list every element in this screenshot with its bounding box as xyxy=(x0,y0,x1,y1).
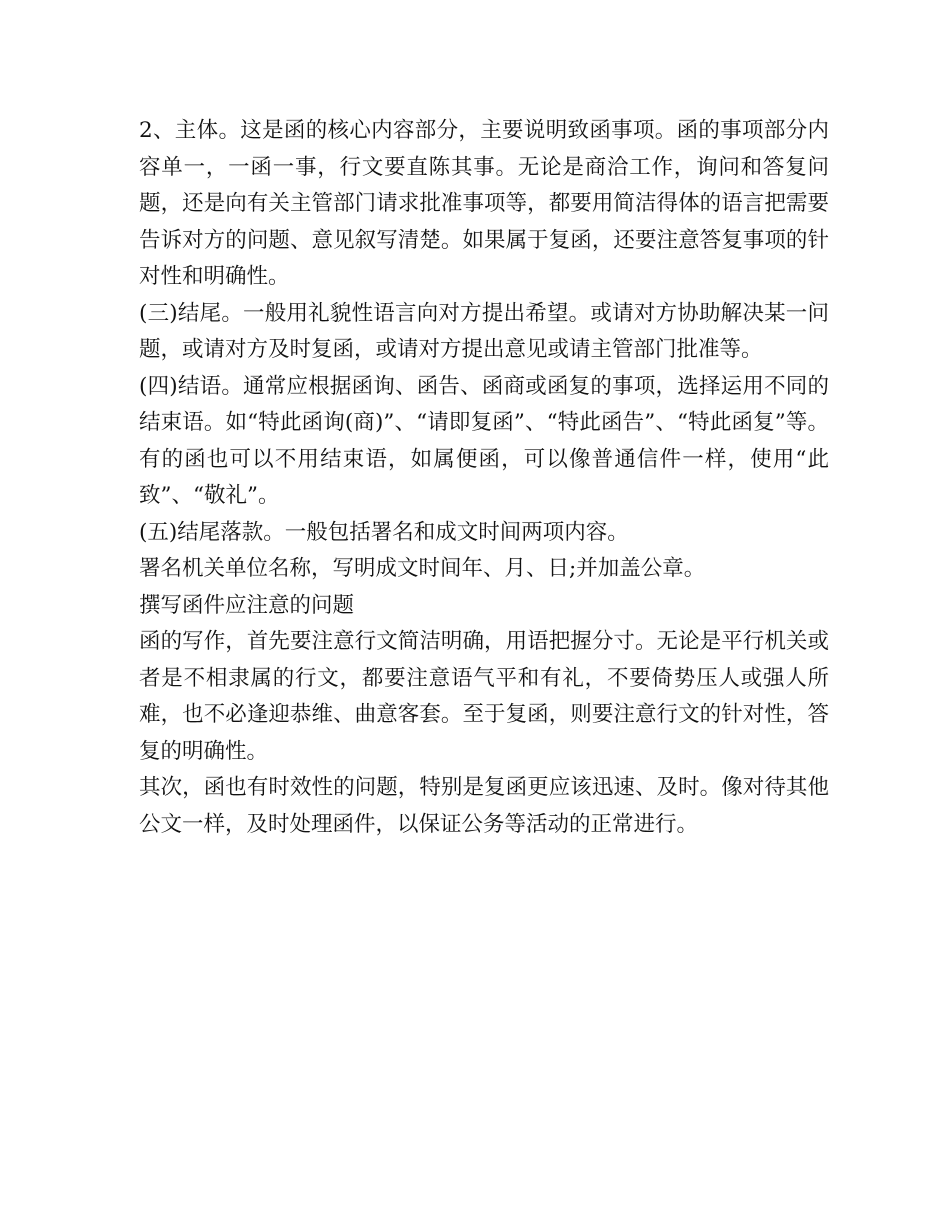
paragraph-signature: (五)结尾落款。一般包括署名和成文时间两项内容。 xyxy=(139,519,629,545)
paragraph-writing-tips: 函的写作，首先要注意行文简洁明确，用语把握分寸。无论是平行机关或者是不相隶属的行文，都要注意语气平和有礼，不要倚势压人或强人所难，也不必逢迎恭维、曲意客套。至于复函，则要注意行文的针对性，答复的明确性。 xyxy=(139,629,829,764)
paragraph-signature-detail: 署名机关单位名称，写明成文时间年、月、日;并加盖公章。 xyxy=(139,556,706,581)
document-body xyxy=(139,113,829,843)
paragraph-ending: (三)结尾。一般用礼貌性语言向对方提出希望。或请对方协助解决某一问题，或请对方及时复函，或请对方提出意见或请主管部门批准等。 xyxy=(139,300,829,362)
paragraph-main-body: 2、主体。这是函的核心内容部分，主要说明致函事项。函的事项部分内容单一，一函一事，行文要直陈其事。无论是商洽工作，询问和答复问题，还是向有关主管部门请求批准事项等，都要用简洁得体的语言把需要告诉对方的问题、意见叙写清楚。如果属于复函，还要注意答复事项的针对性和明确性。 xyxy=(139,118,829,289)
paragraph-timeliness: 其次，函也有时效性的问题，特别是复函更应该迅速、及时。像对待其他公文一样，及时处理函件，以保证公务等活动的正常进行。 xyxy=(139,775,829,837)
section-heading: 撰写函件应注意的问题 xyxy=(139,592,355,618)
paragraph-closing-phrase: (四)结语。通常应根据函询、函告、函商或函复的事项，选择运用不同的结束语。如“特此函询(商)”、“请即复函”、“特此函告”、“特此函复”等。有的函也可以不用结束语，如属便函，可以像普通信件一样，使用“此致”、“敬礼”。 xyxy=(139,373,829,508)
